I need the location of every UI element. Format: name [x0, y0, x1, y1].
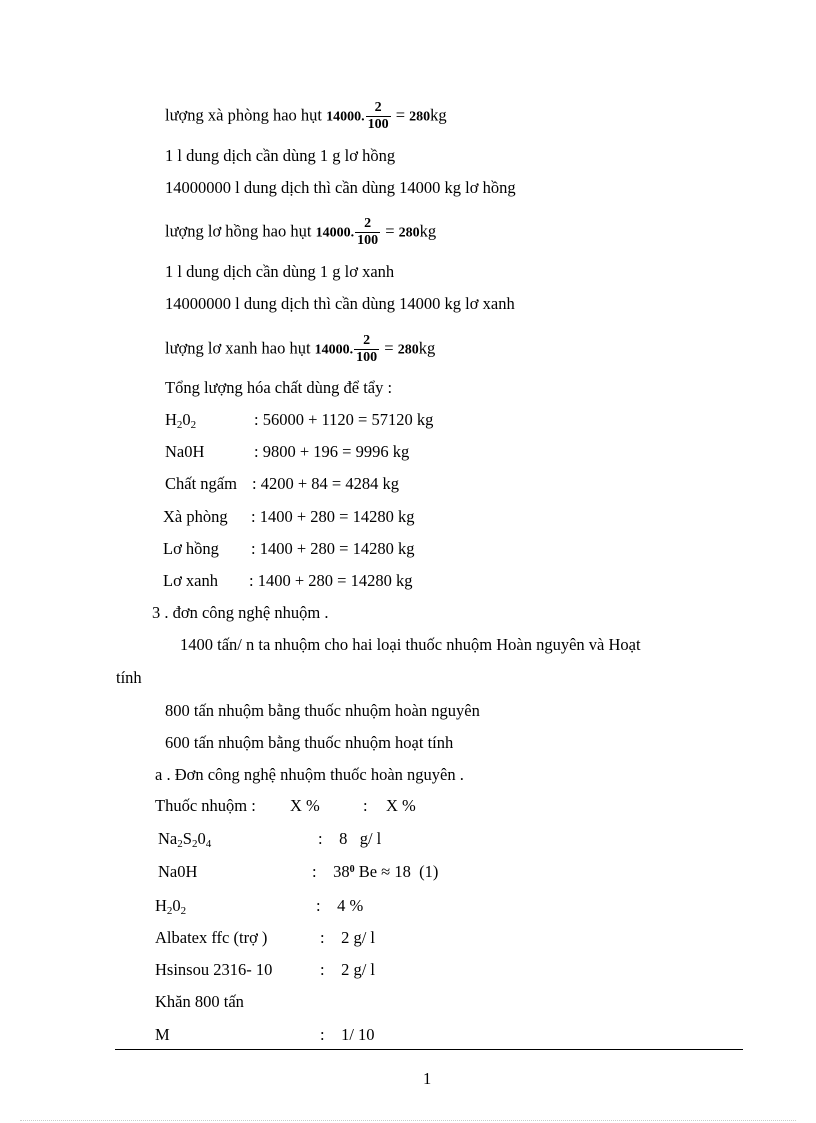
chem-value: : 4200 + 84 = 4284 kg — [252, 474, 399, 493]
recipe-h2o2-value: : 4 % — [316, 896, 364, 915]
loss-label: lượng lơ xanh hao hụt — [165, 338, 311, 358]
formula-dot: . — [349, 342, 354, 358]
text-line: 1 l dung dịch cần dùng 1 g lơ hồng — [165, 146, 396, 165]
fraction-numerator: 2 — [366, 100, 391, 117]
formula-result: 280 — [398, 225, 420, 241]
unit: kg — [419, 221, 437, 241]
recipe-na2s2o4-value: : 8 g/ l — [318, 829, 382, 848]
section-heading: 3 . đơn công nghệ nhuộm . — [152, 603, 329, 622]
chem-name-part: 0 — [197, 829, 206, 848]
subscript: 2 — [166, 905, 173, 917]
recipe-dye-val2: X % — [386, 796, 416, 815]
formula-base: 14000 — [326, 109, 362, 125]
paragraph-line: 600 tấn nhuộm bằng thuốc nhuộm hoạt tính — [165, 733, 454, 752]
unit: kg — [418, 338, 436, 358]
recipe-dye-colon: : — [363, 796, 368, 815]
chem-value: : 9800 + 196 = 9996 kg — [254, 442, 410, 461]
paragraph-line: tính — [116, 668, 142, 687]
text-line: 14000000 l dung dịch thì cần dùng 14000 kg lơ hồng — [165, 178, 516, 197]
recipe-h2o2-label — [155, 896, 186, 916]
footer-rule — [115, 1049, 743, 1050]
fraction-denominator: 100 — [357, 233, 379, 248]
chem-value: : 1400 + 280 = 14280 kg — [251, 539, 415, 558]
recipe-hsinsou-label: Hsinsou 2316- 10 — [155, 960, 273, 979]
subscript: 2 — [191, 838, 198, 850]
formula-dot: . — [350, 225, 355, 241]
chem-name-part: Na — [158, 829, 178, 848]
loss-line-soap — [165, 100, 447, 133]
total-heading: Tổng lượng hóa chất dùng để tẩy : — [165, 378, 393, 397]
loss-line-blue — [165, 333, 435, 366]
recipe-hsinsou-value: : 2 g/ l — [320, 960, 376, 979]
loss-line-pink — [165, 216, 436, 249]
recipe-na2s2o4-label — [158, 829, 211, 849]
subsection-heading: a . Đơn công nghệ nhuộm thuốc hoàn nguyên . — [155, 765, 464, 784]
chem-value: : 1400 + 280 = 14280 kg — [249, 571, 413, 590]
recipe-naoh-value — [312, 862, 438, 882]
formula-dot: . — [361, 109, 365, 125]
fraction — [354, 333, 379, 366]
loss-label: lượng lơ hồng hao hụt — [165, 221, 312, 241]
fraction-numerator: 2 — [355, 216, 380, 233]
recipe-dye-val1: X % — [290, 796, 320, 815]
chem-name-part: S — [182, 829, 192, 848]
page-number: 1 — [423, 1069, 432, 1088]
fraction-numerator: 2 — [354, 333, 379, 350]
formula-result: 280 — [409, 109, 431, 125]
recipe-khan-label: Khăn 800 tấn — [155, 992, 244, 1011]
subscript: 4 — [205, 838, 212, 850]
chem-name-part: H — [155, 896, 167, 915]
formula-base: 14000 — [314, 342, 350, 358]
fraction — [366, 100, 391, 133]
value-part: Be ≈ 18 (1) — [354, 862, 439, 881]
paragraph-line: 1400 tấn/ n ta nhuộm cho hai loại thuốc nhuộm Hoàn nguyên và Hoạt — [180, 635, 641, 654]
chem-value: : 56000 + 1120 = 57120 kg — [254, 410, 434, 429]
chem-row-h2o2 — [165, 410, 196, 430]
fraction-denominator: 100 — [367, 117, 389, 132]
text-line: 1 l dung dịch cần dùng 1 g lơ xanh — [165, 262, 395, 281]
text-line: 14000000 l dung dịch thì cần dùng 14000 kg lơ xanh — [165, 294, 515, 313]
chem-name-part: 0 — [182, 410, 191, 429]
chem-name: Na0H — [165, 442, 205, 461]
recipe-naoh-label: Na0H — [158, 862, 198, 881]
subscript: 2 — [177, 838, 183, 850]
subscript: 2 — [176, 419, 183, 431]
equals-sign: = — [395, 105, 406, 125]
fraction-denominator: 100 — [356, 350, 378, 365]
chem-name: Xà phòng — [163, 507, 228, 526]
chem-name-part: 0 — [172, 896, 181, 915]
recipe-m-label: M — [155, 1025, 170, 1044]
chem-name: Chất ngấm — [165, 474, 237, 493]
superscript: 0 — [349, 864, 355, 875]
chem-name: Lơ xanh — [163, 571, 219, 590]
chem-name: H — [165, 410, 177, 429]
paragraph-line: 800 tấn nhuộm bằng thuốc nhuộm hoàn nguyên — [165, 701, 480, 720]
recipe-albatex-label: Albatex ffc (trợ ) — [155, 928, 268, 947]
formula-base: 14000 — [315, 225, 351, 241]
recipe-m-value: : 1/ 10 — [320, 1025, 375, 1044]
equals-sign: = — [384, 338, 394, 358]
value-part: : 38 — [312, 862, 350, 881]
unit: kg — [430, 105, 447, 125]
chem-value: : 1400 + 280 = 14280 kg — [251, 507, 415, 526]
chem-name: Lơ hồng — [163, 539, 219, 558]
subscript: 2 — [190, 419, 197, 431]
loss-label: lượng xà phòng hao hụt — [165, 105, 322, 125]
page-edge — [20, 1120, 796, 1121]
equals-sign: = — [385, 221, 395, 241]
fraction — [355, 216, 380, 249]
subscript: 2 — [180, 905, 187, 917]
recipe-dye-label: Thuốc nhuộm : — [155, 796, 256, 815]
formula-result: 280 — [397, 342, 419, 358]
recipe-albatex-value: : 2 g/ l — [320, 928, 376, 947]
